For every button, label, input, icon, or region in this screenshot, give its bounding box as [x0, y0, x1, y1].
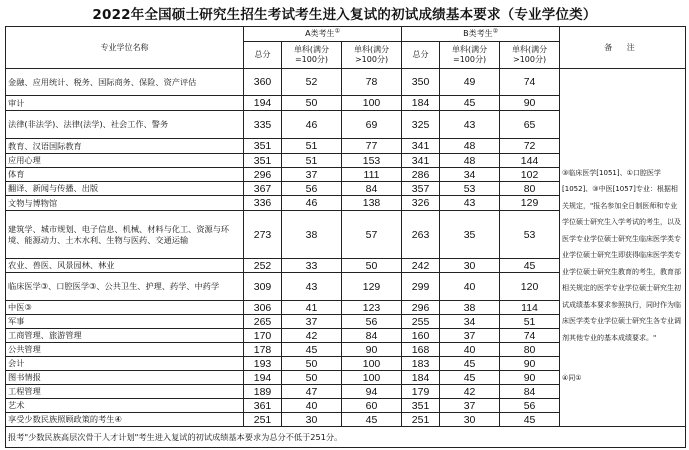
score-b-total-cell: 183 — [402, 357, 440, 371]
score-a-total-cell: 194 — [244, 96, 282, 111]
major-name-cell: 文物与博物馆 — [6, 196, 244, 211]
score-a-total-cell: 351 — [244, 139, 282, 154]
major-name-cell: 图书情报 — [6, 371, 244, 385]
score-a-single100-cell: 40 — [282, 399, 342, 413]
score-b-single-gt100-cell: 74 — [500, 69, 560, 96]
score-b-total-cell: 325 — [402, 111, 440, 139]
table-row — [6, 69, 686, 96]
score-a-single100-cell: 46 — [282, 111, 342, 139]
score-a-total-cell: 273 — [244, 211, 282, 259]
score-a-total-cell: 189 — [244, 385, 282, 399]
score-a-single-gt100-cell: 123 — [342, 301, 402, 315]
major-name-cell: 会计 — [6, 357, 244, 371]
score-b-single100-cell: 48 — [440, 154, 500, 168]
score-a-total-cell: 360 — [244, 69, 282, 96]
score-b-total-cell: 296 — [402, 301, 440, 315]
score-a-total-cell: 306 — [244, 301, 282, 315]
score-b-single-gt100-cell: 80 — [500, 182, 560, 196]
page-title: 2022年全国硕士研究生招生考试考生进入复试的初试成绩基本要求（专业学位类） — [92, 7, 597, 23]
score-b-single100-cell: 45 — [440, 357, 500, 371]
notes-header: 备 注 — [560, 27, 686, 69]
score-a-single-gt100-cell: 100 — [342, 96, 402, 111]
score-a-single-gt100-cell: 77 — [342, 139, 402, 154]
score-a-single100-cell: 37 — [282, 315, 342, 329]
score-a-single100-cell: 47 — [282, 385, 342, 399]
score-b-single-gt100-cell: 90 — [500, 357, 560, 371]
major-name-header: 专业学位名称 — [6, 27, 244, 69]
score-a-total-cell: 367 — [244, 182, 282, 196]
score-a-single-gt100-cell: 50 — [342, 259, 402, 273]
score-a-single100-cell: 50 — [282, 96, 342, 111]
group-a-header: A类考生① — [244, 27, 402, 42]
score-b-single100-cell: 37 — [440, 399, 500, 413]
major-name-cell: 建筑学、城市规划、电子信息、机械、材料与化工、资源与环境、能源动力、土木水利、生物与医药、交通运输 — [6, 211, 244, 259]
score-b-single100-cell: 30 — [440, 259, 500, 273]
b-total-header: 总分 — [402, 42, 440, 69]
score-a-single100-cell: 52 — [282, 69, 342, 96]
score-b-single100-cell: 49 — [440, 69, 500, 96]
score-a-total-cell: 296 — [244, 168, 282, 182]
score-a-single-gt100-cell: 69 — [342, 111, 402, 139]
score-b-total-cell: 251 — [402, 413, 440, 427]
major-name-cell: 中医③ — [6, 301, 244, 315]
major-name-cell: 享受少数民族照顾政策的考生④ — [6, 413, 244, 427]
score-a-single-gt100-cell: 78 — [342, 69, 402, 96]
score-a-single100-cell: 37 — [282, 168, 342, 182]
score-a-single-gt100-cell: 60 — [342, 399, 402, 413]
score-a-single-gt100-cell: 90 — [342, 343, 402, 357]
score-a-total-cell: 335 — [244, 111, 282, 139]
score-b-single100-cell: 40 — [440, 273, 500, 301]
score-a-single100-cell: 30 — [282, 413, 342, 427]
score-b-single-gt100-cell: 65 — [500, 111, 560, 139]
score-a-single-gt100-cell: 100 — [342, 371, 402, 385]
score-a-total-cell: 251 — [244, 413, 282, 427]
score-a-single-gt100-cell: 94 — [342, 385, 402, 399]
score-b-single-gt100-cell: 45 — [500, 413, 560, 427]
score-b-single100-cell: 45 — [440, 371, 500, 385]
score-b-single-gt100-cell: 80 — [500, 343, 560, 357]
score-b-total-cell: 242 — [402, 259, 440, 273]
major-name-cell: 应用心理 — [6, 154, 244, 168]
score-a-single100-cell: 42 — [282, 329, 342, 343]
note-medical: ③临床医学[1051]、①口腔医学[1052]、③中医[1057]专业：根据相关规定，"报名参加全日制医师和专业学位硕士研究生入学考试的考生，以及医学专业学位硕士研究生临床医学类专业学位硕士研究生即获得临床医学类专业学位硕士研究生教育的考生，教育部相关规定的医学专业学位硕士研究生初试成绩基本要求参照执行，同时作为临床医学类专业学位硕士研究生各专业调剂其他专业的基本成绩要求。" — [562, 168, 682, 342]
score-a-single100-cell: 45 — [282, 343, 342, 357]
score-b-single100-cell: 53 — [440, 182, 500, 196]
score-b-total-cell: 299 — [402, 273, 440, 301]
score-a-single100-cell: 43 — [282, 273, 342, 301]
score-a-total-cell: 170 — [244, 329, 282, 343]
score-a-single-gt100-cell: 138 — [342, 196, 402, 211]
score-a-single100-cell: 56 — [282, 182, 342, 196]
score-b-single-gt100-cell: 102 — [500, 168, 560, 182]
score-a-total-cell: 193 — [244, 357, 282, 371]
score-b-single100-cell: 38 — [440, 301, 500, 315]
score-a-single-gt100-cell: 84 — [342, 182, 402, 196]
score-b-single-gt100-cell: 120 — [500, 273, 560, 301]
score-b-single100-cell: 40 — [440, 343, 500, 357]
major-name-cell: 翻译、新闻与传播、出版 — [6, 182, 244, 196]
score-a-total-cell: 336 — [244, 196, 282, 211]
major-name-cell: 艺术 — [6, 399, 244, 413]
score-a-total-cell: 265 — [244, 315, 282, 329]
score-b-single100-cell: 37 — [440, 329, 500, 343]
score-b-single-gt100-cell: 45 — [500, 259, 560, 273]
group-b-header: B类考生② — [402, 27, 560, 42]
score-a-single-gt100-cell: 129 — [342, 273, 402, 301]
score-a-total-cell: 309 — [244, 273, 282, 301]
major-name-cell: 金融、应用统计、税务、国际商务、保险、资产评估 — [6, 69, 244, 96]
score-a-total-cell: 194 — [244, 371, 282, 385]
score-a-single100-cell: 38 — [282, 211, 342, 259]
score-b-total-cell: 160 — [402, 329, 440, 343]
score-a-total-cell: 351 — [244, 154, 282, 168]
score-b-total-cell: 184 — [402, 371, 440, 385]
score-b-total-cell: 350 — [402, 69, 440, 96]
score-a-total-cell: 178 — [244, 343, 282, 357]
score-b-single-gt100-cell: 51 — [500, 315, 560, 329]
score-b-single-gt100-cell: 72 — [500, 139, 560, 154]
score-b-single100-cell: 30 — [440, 413, 500, 427]
score-b-total-cell: 357 — [402, 182, 440, 196]
major-name-cell: 体育 — [6, 168, 244, 182]
a-total-header: 总分 — [244, 42, 282, 69]
major-name-cell: 工程管理 — [6, 385, 244, 399]
score-a-single100-cell: 51 — [282, 154, 342, 168]
score-b-single-gt100-cell: 144 — [500, 154, 560, 168]
score-b-single-gt100-cell: 53 — [500, 211, 560, 259]
score-b-single-gt100-cell: 90 — [500, 96, 560, 111]
b-single-gt100-header: 单科(满分>100分) — [500, 42, 560, 69]
footer-note: 报考"少数民族高层次骨干人才计划"考生进入复试的初试成绩基本要求为总分不低于251分。 — [6, 427, 686, 448]
score-b-total-cell: 179 — [402, 385, 440, 399]
score-a-single-gt100-cell: 100 — [342, 357, 402, 371]
score-b-single100-cell: 42 — [440, 385, 500, 399]
score-a-single-gt100-cell: 111 — [342, 168, 402, 182]
score-b-single100-cell: 34 — [440, 315, 500, 329]
score-b-single-gt100-cell: 84 — [500, 385, 560, 399]
score-b-total-cell: 341 — [402, 139, 440, 154]
score-a-single100-cell: 33 — [282, 259, 342, 273]
note-same-as: ④同① — [562, 374, 582, 382]
a-single100-header: 单科(满分=100分) — [282, 42, 342, 69]
score-a-total-cell: 361 — [244, 399, 282, 413]
major-name-cell: 法律(非法学)、法律(法学)、社会工作、警务 — [6, 111, 244, 139]
score-a-single100-cell: 41 — [282, 301, 342, 315]
major-name-cell: 公共管理 — [6, 343, 244, 357]
a-single-gt100-header: 单科(满分>100分) — [342, 42, 402, 69]
score-b-total-cell: 184 — [402, 96, 440, 111]
score-a-single-gt100-cell: 56 — [342, 315, 402, 329]
score-table — [5, 26, 686, 448]
score-b-total-cell: 255 — [402, 315, 440, 329]
score-b-total-cell: 326 — [402, 196, 440, 211]
major-name-cell: 临床医学③、口腔医学③、公共卫生、护理、药学、中药学 — [6, 273, 244, 301]
score-a-single-gt100-cell: 153 — [342, 154, 402, 168]
b-single100-header: 单科(满分=100分) — [440, 42, 500, 69]
score-a-single100-cell: 50 — [282, 371, 342, 385]
score-a-single-gt100-cell: 57 — [342, 211, 402, 259]
major-name-cell: 教育、汉语国际教育 — [6, 139, 244, 154]
score-a-single100-cell: 46 — [282, 196, 342, 211]
score-b-single-gt100-cell: 56 — [500, 399, 560, 413]
notes-cell — [560, 69, 686, 427]
score-b-single-gt100-cell: 74 — [500, 329, 560, 343]
score-a-single100-cell: 51 — [282, 139, 342, 154]
score-b-single-gt100-cell: 90 — [500, 371, 560, 385]
major-name-cell: 农业、兽医、风景园林、林业 — [6, 259, 244, 273]
score-b-single100-cell: 45 — [440, 96, 500, 111]
score-a-total-cell: 252 — [244, 259, 282, 273]
score-b-single-gt100-cell: 129 — [500, 196, 560, 211]
score-b-single100-cell: 48 — [440, 139, 500, 154]
score-a-single-gt100-cell: 84 — [342, 329, 402, 343]
score-b-total-cell: 351 — [402, 399, 440, 413]
score-b-single100-cell: 43 — [440, 196, 500, 211]
score-b-single100-cell: 43 — [440, 111, 500, 139]
score-b-total-cell: 286 — [402, 168, 440, 182]
score-b-single100-cell: 35 — [440, 211, 500, 259]
major-name-cell: 审计 — [6, 96, 244, 111]
score-b-total-cell: 168 — [402, 343, 440, 357]
score-b-single100-cell: 34 — [440, 168, 500, 182]
score-a-single-gt100-cell: 45 — [342, 413, 402, 427]
score-b-total-cell: 341 — [402, 154, 440, 168]
score-b-total-cell: 263 — [402, 211, 440, 259]
major-name-cell: 工商管理、旅游管理 — [6, 329, 244, 343]
score-b-single-gt100-cell: 114 — [500, 301, 560, 315]
score-a-single100-cell: 50 — [282, 357, 342, 371]
major-name-cell: 军事 — [6, 315, 244, 329]
